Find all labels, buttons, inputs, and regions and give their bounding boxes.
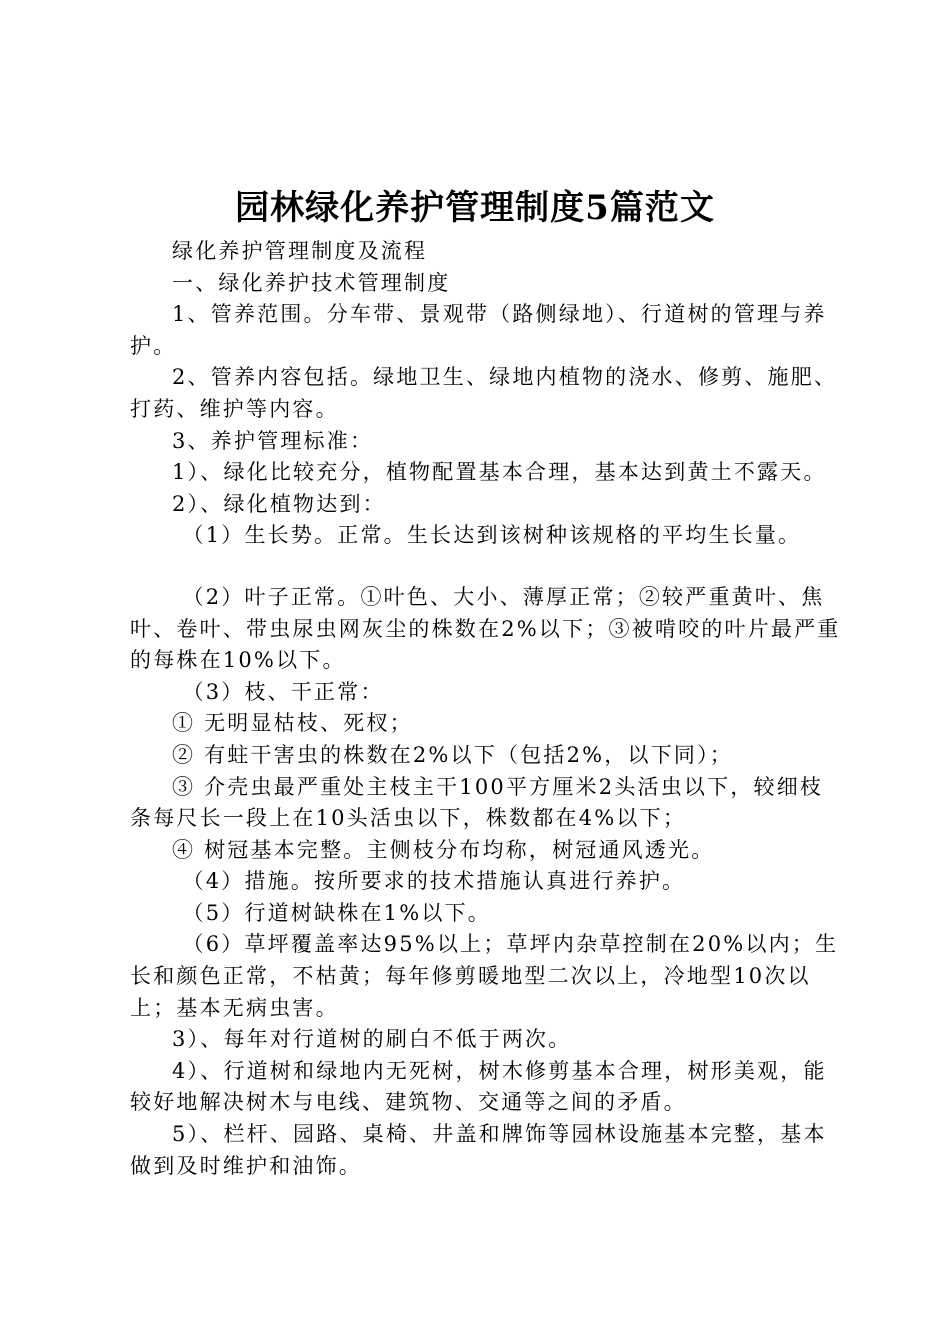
list-item: ② 有蛀干害虫的株数在2%以下（包括2%，以下同）；	[172, 742, 734, 767]
section-heading: 一、绿化养护技术管理制度	[172, 270, 451, 295]
document-body	[130, 236, 842, 1182]
paragraph: （1）生长势。正常。生长达到该树种该规格的平均生长量。	[182, 523, 802, 548]
list-item: ④ 树冠基本完整。主侧枝分布均称，树冠通风透光。	[172, 837, 715, 862]
paragraph: 1、管养范围。分车带、景观带（路侧绿地）、行道树的管理与养护。	[130, 302, 827, 358]
paragraph: 3）、每年对行道树的刷白不低于两次。	[172, 1027, 572, 1052]
paragraph: 2、管养内容包括。绿地卫生、绿地内植物的浇水、修剪、施肥、打药、维护等内容。	[130, 365, 838, 421]
paragraph: 1）、绿化比较充分，植物配置基本合理，基本达到黄土不露天。	[172, 460, 827, 485]
paragraph: （2）叶子正常。①叶色、大小、薄厚正常；②较严重黄叶、焦叶、卷叶、带虫尿虫网灰尘的株数在2%以下；③被啃咬的叶片最严重的每株在10%以下。	[130, 584, 841, 673]
paragraph: 4）、行道树和绿地内无死树，树木修剪基本合理，树形美观，能较好地解决树木与电线、建筑物、交通等之间的矛盾。	[130, 1058, 827, 1115]
paragraph: （6）草坪覆盖率达95%以上；草坪内杂草控制在20%以内；生长和颜色正常，不枯黄；每年修剪暖地型二次以上，冷地型10次以上；基本无病虫害。	[130, 932, 839, 1020]
document-title: 园林绿化养护管理制度5篇范文	[235, 188, 715, 228]
list-item: ③ 介壳虫最严重处主枝主干100平方厘米2头活虫以下，较细枝条每尺长一段上在10头活虫以下，株数都在4%以下；	[130, 774, 824, 831]
list-item: ① 无明显枯枝、死杈；	[172, 711, 413, 736]
paragraph: 2）、绿化植物达到：	[172, 491, 386, 516]
paragraph: 3、养护管理标准：	[172, 428, 374, 453]
paragraph: （5）行道树缺株在1%以下。	[182, 900, 491, 925]
paragraph: （3）枝、干正常：	[182, 679, 384, 704]
paragraph: （4）措施。按所要求的技术措施认真进行养护。	[182, 869, 686, 894]
paragraph: 绿化养护管理制度及流程	[172, 239, 428, 263]
paragraph: 5）、栏杆、园路、桌椅、井盖和牌饰等园林设施基本完整，基本做到及时维护和油饰。	[130, 1122, 827, 1178]
